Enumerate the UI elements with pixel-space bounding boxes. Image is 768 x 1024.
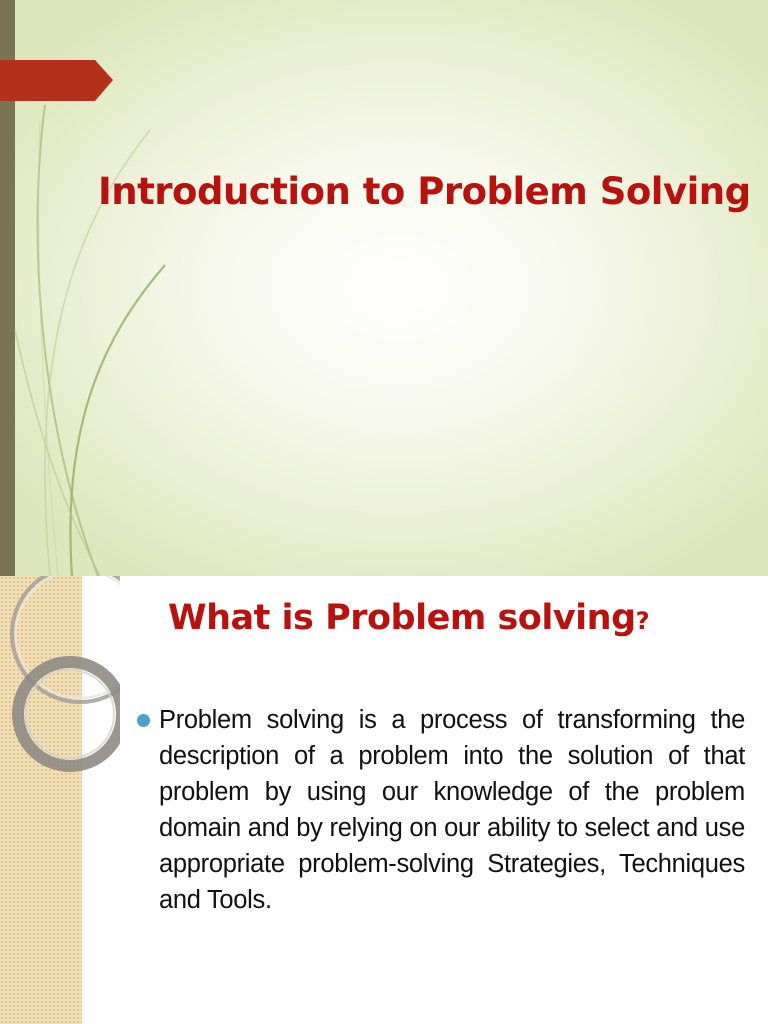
grass-decoration: [0, 0, 200, 576]
heading-text: What is Problem solving: [168, 598, 636, 638]
section-heading: [168, 598, 649, 638]
content-slide: [0, 576, 768, 1024]
heading-question-mark: ?: [635, 607, 650, 635]
ring-decoration: [0, 576, 120, 836]
slide-title: Introduction to Problem Solving: [98, 170, 751, 213]
accent-tab: [0, 60, 113, 101]
bullet-dot-icon: [137, 714, 150, 727]
bullet-text: Problem solving is a process of transforming the description of a problem into the solution of that problem by using our knowledge of the problem domain and by relying on our ability to select and use appropriate problem-solving Strategies, Techniques and Tools.: [159, 706, 745, 914]
